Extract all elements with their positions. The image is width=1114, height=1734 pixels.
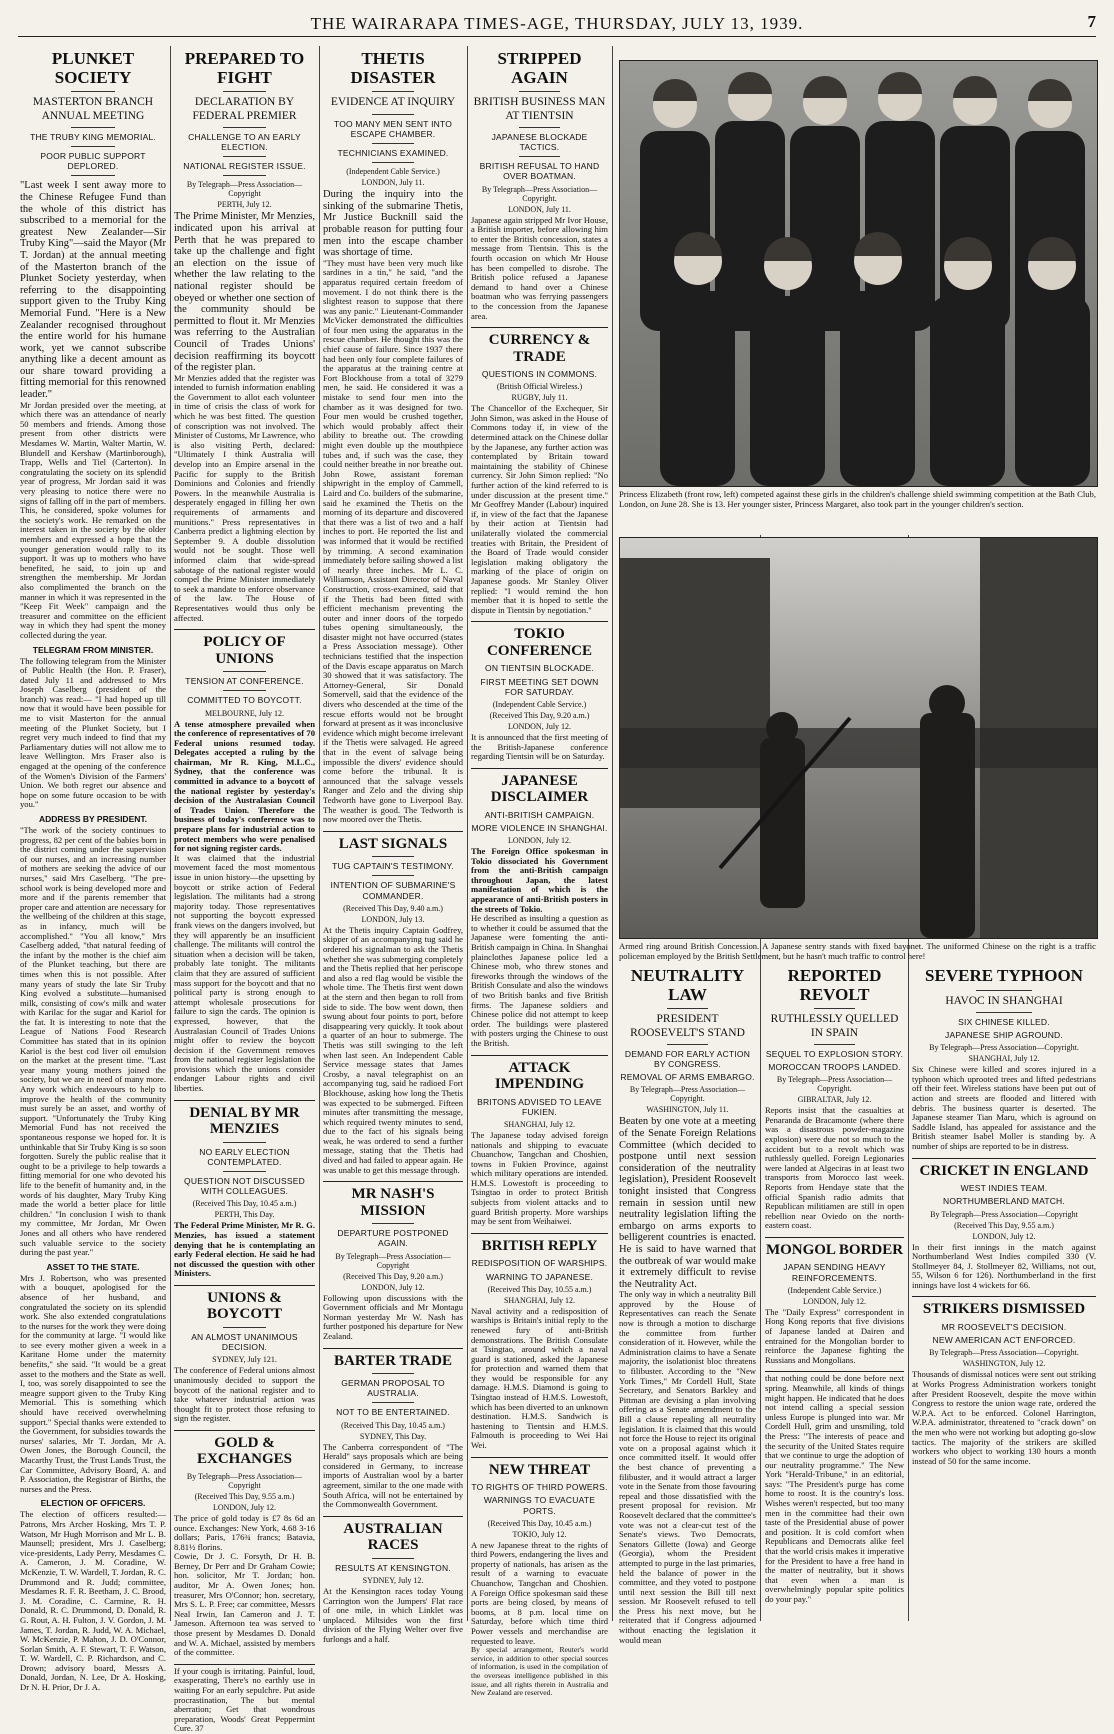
subheading: MASTERTON BRANCH ANNUAL MEETING (32, 96, 154, 122)
byline: By Telegraph—Press Association—Copyright (930, 1209, 1078, 1219)
section-heading: TELEGRAM FROM MINISTER. (32, 644, 154, 655)
paragraph: "The work of the society continues to progress, 82 per cent of the babies born in the district coming under the supervision of our nurses, and an increasing number of mothers are seeking the advice of our nurses," said Mrs Caselberg. "The pre-school work is being developed more and more and if the parents remember that proper care and attention are necessary for the wellbeing of the children at this stage, as in infancy, much will be accomplished." "You all know," Mrs Caselberg added, "that natural feeding of the infant by the mother is the chief aim of the Plunket teaching, but there are times when this is not possible. After many years of study the late Sir Truby King evolved a substitute—humanised milk, consisting of cow's milk and water with Karilac for the sugar and Kariol for the fat. It is interesting to note that the League of Nations Food Research Committee has stated that in its opinion Kariol is the best cod liver oil emulsion on the market at the present time. "Last year many young mothers joined the society, but we are in need of many more. Any work which endeavours to help to improve the health of the community must surely be an asset, and worthy of support. "Unfortunately the Truby King Memorial Fund has not received the spontaneous response we hoped for. It is unthinkable that Sir Truby King is so soon forgotten. Surely the public realise that it ought to be a privilege to help towards a fitting memorial for one who devoted his life to the benefit of humanity and, in the words of his daughter, Mary Truby King made the world a better place for little children.' "In conclusion I wish to thank my committee, Mr Jordan, Mr Owen Jones and all others who have rendered such valuable service to the society during the past year." (20, 825, 167, 1258)
subheading: GERMAN PROPOSAL TO AUSTRALIA. (341, 1378, 445, 1399)
byline: (British Official Wireless.) (496, 382, 583, 392)
paragraph: At the Thetis inquiry Captain Godfrey, skipper of an accompanying tug said he ordered his signalman to ask the Thetis whether she was submerging completely and the Thetis replied that her periscope and also a red flag would be visible the whole time. The Thetis first went down at the stern and then began to roll from side to side. The bow went down, then swung about four points to port, before disappearing very quickly. It took about a quarter of an hour to submerge. The Thetis was still swinging to the left when last seen. An Independent Cable Service message states that James Crosby, a naval telegraphist on an accompanying tug, said he radioed Fort Blockhouse, asking how long the Thetis was expected to be submerged. Fifteen minutes after transmitting the message, which required twenty minutes to send, due to the fact of his signals being weak, he was ordered to send a further message, stating that the Thetis had dived and had failed to appear again. He was unable to get this message through. (323, 924, 463, 1175)
byline: (Independent Cable Service.) (492, 699, 587, 709)
newspaper-title: THE WAIRARAPA TIMES-AGE, THURSDAY, JULY 13, 1939. (310, 14, 804, 33)
dateline: LONDON, July 11. (361, 178, 425, 188)
dateline: LONDON, July 12. (507, 836, 572, 846)
lede-paragraph: The Prime Minister, Mr Menzies, indicated upon his arrival at Perth that he was prepared to take up the challenge and fight an election on the issue of whether the law relating to the national register should be obeyed or whether one section of the community should be permitted to flout it. Mr Menzies was referring to the Australian Council of Trades Unions' decision reaffirming its boycott of the register plan. (174, 211, 315, 374)
paragraph: The following telegram from the Minister of Public Health (the Hon. P. Fraser), dated July 11 and addressed to Mrs Joseph Caselberg (president of the branch) was read:— "I had hoped up till now that it would have been possible for me to visit Masterton for the annual meeting of the Plunket Society, but I regret very much indeed to find that my Parliamentary duties will not allow me to leave Wellington. Mrs Fraser also is engaged at the opening of the conference of the Women's Division of the Farmers' Union. We both regret our absence and hope on some future occasion to be with you." (20, 655, 166, 810)
subheading: QUESTIONS IN COMMONS. (481, 369, 598, 380)
subheading: TOO MANY MEN SENT INTO ESCAPE CHAMBER. (333, 118, 453, 139)
paragraph: Thousands of dismissal notices were sent out striking at Works Progress Administration workers tonight after President Roosevelt, despite the move within Congress to restore the union wage rate, ordered the W.P.A. Act to be enforced. Colonel Harrington, W.P.A. administrator, threatened to "crack down" on the men who were not working but adopting go-slow tactics. The majority of the strikers are skilled workers who object to working 130 hours a month instead of 50 for the same income. (912, 1369, 1096, 1466)
photo-swimmers (619, 60, 1098, 487)
received-time: (Received This Day, 9.20 a.m.) (489, 710, 590, 720)
subheading: NORTHUMBERLAND MATCH. (943, 1196, 1065, 1207)
subheading: BRITONS ADVISED TO LEAVE FUKIEN. (477, 1096, 602, 1117)
paragraph: It is announced that the first meeting of the British-Japanese conference regarding Tientsin will be on Saturday. (471, 731, 608, 762)
dateline: SYDNEY, This Day. (359, 1431, 427, 1441)
headline: NEUTRALITY LAW (630, 966, 745, 1004)
dateline: SHANGHAI, July 12. (968, 1054, 1040, 1064)
received-time: (Received This Day, 9.20 a.m.) (343, 1271, 443, 1281)
subheading: DECLARATION BY FEDERAL PREMIER (192, 96, 297, 122)
subheading: REDISPOSITION OF WARSHIPS. (471, 1258, 608, 1269)
subheading: THE TRUBY KING MEMORIAL. (30, 131, 156, 142)
headline: CRICKET IN ENGLAND (919, 1162, 1089, 1179)
byline: By Telegraph—Press Association—Copyright (335, 1251, 451, 1270)
paragraph: Cowie, Dr J. C. Forsyth, Dr H. B. Berney, Dr Perr and Dr Graham Cowie; hon. solicitor, Mr T. Jordan; hon. auditor, Mr A. Owen Jones; hon. treasurer, Mrs O'Connor; hon. secretary, Mrs S. L. P. Free; car committee, Messrs Neal Irwin, Ian Cameron and J. T. Jameson. Afternoon tea was served to those present by Mesdames D. Donald and W. A. Michael, assisted by members of the committee. (174, 1551, 315, 1658)
headline: CURRENCY & TRADE (488, 332, 591, 365)
subheading: ON TIENTSIN BLOCKADE. (485, 663, 594, 674)
paragraph: The Federal Prime Minister, Mr R. G. Menzies, has issued a statement denying that he is contemplating an early Federal election. He said he had not discussed the question with other Ministers. (174, 1220, 315, 1279)
headline: THETIS DISASTER (350, 49, 436, 87)
subheading: JAPAN SENDING HEAVY REINFORCEMENTS. (783, 1262, 886, 1283)
dateline: SHANGHAI, July 12. (503, 1119, 576, 1129)
byline: By Telegraph—Press Association—Copyright (186, 1471, 303, 1490)
headline: MR NASH'S MISSION (351, 1186, 435, 1219)
column-rule (170, 46, 171, 1621)
photo-sentry (619, 537, 1098, 939)
lede-paragraph: "Last week I sent away more to the Chinese Refugee Fund than the whole of this district has subscribed to a memorial for the greatest New Zealander—Sir Truby King"—said the Mayor (Mr T. Jordan) at the annual meeting of the Masterton branch of the Plunket Society yesterday, when referring to the disappointing support given to the Truby King Memorial Fund. "Here is a New Zealander recognised throughout the entire world for his humane work, yet we cannot subscribe anything like a decent amount as our share toward providing a fitting memorial for this renowned leader." (20, 180, 166, 401)
received-time: (Received This Day, 10.45 a.m.) (341, 1420, 445, 1430)
article-neutrality-law (619, 963, 756, 1645)
section-heading: ASSET TO THE STATE. (46, 1261, 140, 1272)
paragraph: Naval activity and a redisposition of warships is Britain's initial reply to the renewed fury of anti-British demonstrations. The British Consulate at Tsingtao, around which a naval guard is stationed, asked the Japanese for protection and warned them that they would be responsible for any damage. H.M.S. Diamond is going to Tsingtao instead of H.M.S. Lowestoft, which has been diverted to an unknown destination. H.M.S. Sandwich is hastening to Tientsin and H.M.S. Falmouth is proceeding to Wei Hai Wei. (471, 1305, 608, 1451)
subheading: INTENTION OF SUBMARINE'S COMMANDER. (330, 880, 456, 901)
dateline: GIBRALTAR, July 12. (797, 1095, 872, 1105)
swimmers-photo-image (620, 61, 1097, 486)
subheading: MOROCCAN TROOPS LANDED. (768, 1062, 901, 1072)
subheading: NOT TO BE ENTERTAINED. (336, 1407, 450, 1418)
photo-caption-sentry: Armed ring around British Concession. A Japanese sentry stands with fixed bayonet. The uniformed Chinese on the right is a traffic policeman employed by the British Settlement, but he hasn't much traffic to control here! (619, 941, 1096, 961)
dateline: SYDNEY, July 121. (212, 1355, 277, 1365)
copyright-note: By special arrangement, Reuter's world service, in addition to other special sources of information, is used in the compilation of the overseas intelligence published in this issue, and all rights therein in Australia and New Zealand are reserved. (471, 1645, 608, 1698)
paragraph: Japanese again stripped Mr Ivor House, a British importer, before allowing him to enter the British concession, states a message from Tientsin. This is the fourth occasion on which Mr House has been compelled to disrobe. The British police refused a Japanese demand to hand over a Chinese boatman who was ferrying passengers to the concession from the Japanese area. (471, 214, 608, 321)
subheading: FIRST MEETING SET DOWN FOR SATURDAY. (480, 676, 599, 697)
paragraph: Mr Jordan presided over the meeting, at which there was an attendance of nearly 50 members and friends. Among those present from other districts were Mesdames W. Martin, Walter Martin, W. Blundell and Kershaw (Martinborough), Trapp, Wells and Tiel (Carterton). In congratulating the society on its splendid year of progress, Mr Jordan said it was very pleasing to notice there were no signs of falling off in the part of members. This, he considered, spoke volumes for the society's work. He remarked on the interest taken in the society by the older members and expressed a hope that the younger generation would rally to its support. It was up to mothers who have benefited, he said, to join up and strengthen the membership. Mr Jordan also complimented the branch on the manner in which it was represented in the "Keep Fit Week" campaign and the treasurer and committee on the efficient way in which they had spent the money collected during the year. (20, 399, 166, 640)
received-time: (Received This Day, 9.55 a.m.) (954, 1220, 1054, 1230)
headline: JAPANESE DISCLAIMER (490, 772, 589, 806)
subheading: JAPANESE BLOCKADE TACTICS. (491, 131, 588, 152)
headline: PREPARED TO FIGHT (184, 49, 305, 87)
subheading: WARNING TO JAPANESE. (485, 1271, 594, 1282)
subheading: NEW AMERICAN ACT ENFORCED. (932, 1335, 1076, 1346)
dateline: MELBOURNE, July 12. (204, 708, 285, 718)
dateline: TOKIO, July 12. (512, 1529, 567, 1539)
subheading: NO EARLY ELECTION CONTEMPLATED. (199, 1146, 290, 1167)
subheading: DEPARTURE POSTPONED AGAIN. (337, 1228, 449, 1249)
paragraph: At the Kensington races today Young Carrington won the Jumpers' Flat race of one mile, in which Linklet was unplaced. Miltsides won the first division of the Flying Welter over five furlongs and a half. (323, 1586, 463, 1644)
paragraph: The only way in which a neutrality Bill approved by the House of Representatives can reach the Senate now is through a motion to discharge the committee from further consideration of it. However, while the Administration claims to have a Senate majority, the isolationist bloc threatens to filibuster. According to the "New York Times," Mr Cordell Hull, State Secretary, and Senators Barkley and Pittman are devising a plan involving offering as a Senate amendment to the Bill a clause repealing all neutrality legislation. It is claimed that this would not force the House to reject its original vote on a proposal against which it once committed itself. It would offer the best chance of preventing a filibuster, and it would attract a larger vote in the Senate from those favouring repeal and those dissatisfied with the present proposal for revision. Mr Roosevelt declared that the committee's vote was not a clear-cut test of the Senate's views. Two Democrats, Senators Gillette (Iowa) and George (Georgia), whom the President attempted to purge in the last primaries, held the balance of power in the committee, and they voted to postpone until next session the Bill till next session. Mr Roosevelt refused to tell the Press his next move, but he reiterated that if Congress adjourned without enacting the legislation it would mean (619, 1289, 756, 1645)
dateline: WASHINGTON, July 12. (962, 1359, 1046, 1369)
headline: TOKIO CONFERENCE (486, 626, 592, 659)
paragraph: The Canberra correspondent of "The Herald" says proposals which are being considered in Germany, to increase imports of Australian wool by a barter agreement, similar to the one made with South Africa, will not be entertained by the Commonwealth Government. (323, 1441, 463, 1510)
byline: By Telegraph—Press Association—Copyright. (776, 1075, 893, 1094)
paragraph: The Japanese today advised foreign nationals and shipping to evacuate Chuanchow, Tangchan and Choshien, towns in Fukien Province, against which military operations are intended. H.M.S. Lowestoft is proceeding to Tsingtao in order to protect British subjects from violent attacks and to guard British property. More warships may be sent from Weihaiwei. (471, 1129, 608, 1227)
subheading: WEST INDIES TEAM. (960, 1183, 1048, 1194)
subheading: BRITISH REFUSAL TO HAND OVER BOATMAN. (479, 161, 600, 182)
headline: STRIPPED AGAIN (497, 49, 582, 87)
subheading: RESULTS AT KENSINGTON. (335, 1562, 451, 1573)
headline: UNIONS & BOYCOTT (206, 1289, 282, 1323)
dateline: PERTH, This Day. (214, 1210, 275, 1220)
headline: NEW THREAT (488, 1461, 591, 1478)
paragraph: The price of gold today is £7 8s 6d an ounce. Exchanges: New York, 4.68 3-16 dollars; Paris, 176¾ francs; Batavia, 8.81½ florins. (174, 1512, 315, 1552)
byline: By Telegraph—Press Association—Copyright (186, 180, 303, 199)
headline: POLICY OF UNIONS (203, 634, 286, 667)
headline: MONGOL BORDER (765, 1241, 904, 1258)
dateline: WASHINGTON, July 11. (646, 1105, 729, 1115)
article-reported-revolt (765, 963, 904, 1621)
received-time: (Received This Day, 9.55 a.m.) (194, 1491, 295, 1501)
paragraph: It was claimed that the industrial movement faced the most momentous issue in union history—the upsetting by boycott or strike action of Federal legislation. The militants had a strong majority today. Those representatives not supporting the boycott expressed frank views on the dangers involved, but they will apparently be an insufficient challenge. The militants will control the situation when a decision will be taken, probably late tonight. The militants claim that they are assured of sufficient mass support for the boycott and that no political party is strong enough to attempt wholesale prosecutions for failure to sign the cards. The opinion is expressed, however, that the Australasian Council of Trades Unions might offer to review the boycott decision if the Government removes from the national register legislation the provisions which the unions consider endanger Labour rights and civil liberties. (174, 852, 315, 1094)
subheading: TO RIGHTS OF THIRD POWERS. (471, 1482, 608, 1493)
paragraph: He described as insulting a question as to whether it could be assumed that the Japanese were fomenting the anti-British campaign in China. In Shanghai plainclothes Japanese police led a Chinese mob, who threw stones and fireworks through the windows of the British Consulate and also the windows of two British banks and five British firms. The Japanese soldiers and Chinese police did not attempt to keep order. The buildings were plastered with posters urging the Chinese to oust the British. (471, 913, 608, 1048)
dateline: LONDON, July 13. (361, 914, 425, 924)
photo-caption-swimmers: Princess Elizabeth (front row, left) competed against these girls in the children's challenge shield swimming competition at the Bath Club, London, on June 28. She is 13. Her younger sister, Princess Margaret, also took part in the younger children's section. (619, 489, 1096, 509)
column-rule (612, 46, 613, 1621)
article-plunket-society (20, 46, 167, 1693)
page-number: 7 (1087, 12, 1096, 31)
paragraph-continued: that nothing could be done before next spring. Meanwhile, all kinds of things might happen. He indicated that he does not intend calling a special session unless Europe is plunged into war. Mr Cordell Hull, grim and unsmiling, told the Press: "The interests of peace and the security of the United States require that we continue to urge the adoption of our neutrality programme." The New York "Herald-Tribune," in an editorial, says: "The President's purge has come home to roost. It is the country's loss. Wishes weren't respected, but too many men in the committee had their own taste of the Presidential abuse of power and position. It is cold comfort when Republicans and Democrats alike feel that the world crisis makes it imperative for the President to have a free hand in the matter of neutrality, but it shows that even when a man is overwhelmingly popular spite politics do your pay." (765, 1373, 904, 1604)
byline: By Telegraph—Press Association—Copyright. (929, 1043, 1079, 1053)
dateline: RUGBY, July 11. (511, 393, 568, 403)
headline: BARTER TRADE (334, 1352, 452, 1369)
byline: By Telegraph—Press Association—Copyright. (629, 1085, 746, 1104)
byline: (Independent Cable Service.) (787, 1285, 882, 1295)
subheading: REMOVAL OF ARMS EMBARGO. (620, 1072, 755, 1083)
paragraph: The Chancellor of the Exchequer, Sir John Simon, was asked in the House of Commons today if, in view of the determined attack on the Chinese dollar by the Japanese, any further action was contemplated by Britain toward maintaining the stability of Chinese currency. Sir John Simon replied: "No further action of the kind referred to is under discussion at the present time." Mr Geoffrey Mander (Labour) inquired if, in view of the fact that the Japanese by their action at Tientsin had unilaterally violated the commercial treaties with Britain, the President of the Board of Trade would consider legislation making obligatory the marking of the place of origin on Japanese goods. Mr Stanley Oliver replied: "I would remind the hon member that it is hoped to settle the dispute in Tientsin by negotiation." (471, 403, 608, 615)
subheading: COMMITTED TO BOYCOTT. (187, 695, 302, 706)
lede-paragraph: During the inquiry into the sinking of the submarine Thetis, Mr Justice Bucknill said the probable reason for putting four men into the escape chamber was shortage of time. (323, 189, 463, 259)
dateline: SYDNEY, July 12. (362, 1576, 424, 1585)
subheading: JAPANESE SHIP AGROUND. (945, 1030, 1063, 1041)
headline: GOLD & EXCHANGES (196, 1434, 293, 1468)
paragraph: Six Chinese were killed and scores injured in a typhoon which uprooted trees and lifted pedestrians off their feet. Wireless stations have been put out of action and streets are flooded and littered with debris. The business quarter is deserted. The Japanese steamer Tian Maru, which is aground on Saddle Island, has appealed for assistance and the British steamer Isabel Moller is standing by. A number of ships are reported to be in distress. (912, 1064, 1096, 1152)
dateline: LONDON, July 11. (508, 204, 571, 214)
article-prepared-to-fight (174, 46, 315, 1734)
subheading: RUTHLESSLY QUELLED IN SPAIN (770, 1013, 899, 1039)
subheading: MR ROOSEVELT'S DECISION. (941, 1321, 1067, 1332)
lede-paragraph: A tense atmosphere prevailed when the conference of representatives of 70 Federal unions resumed today. Delegates accepted a ruling by the chairman, Mr R. King, M.L.C., Sydney, that the conference was committed in advance to a boycott of the national register by yesterday's decision of the Australasian Council of Trades Union. Therefore the business of today's conference was to prepare plans for industrial action to protect members who were penalised for not signing register cards. (174, 718, 315, 854)
subheading: POOR PUBLIC SUPPORT DEPLORED. (40, 151, 146, 172)
section-heading: ADDRESS BY PRESIDENT. (38, 814, 147, 824)
headline: ATTACK IMPENDING (494, 1059, 585, 1093)
byline: By Telegraph—Press Association—Copyright. (481, 184, 598, 203)
headline: STRIKERS DISMISSED (922, 1301, 1086, 1318)
dateline: PERTH, July 12. (217, 200, 272, 210)
byline: (Independent Cable Service.) (346, 167, 440, 177)
subheading: BRITISH BUSINESS MAN AT TIENTSIN (473, 96, 606, 122)
advertisement-verse: If your cough is irritating. Painful, loud, exasperating, There's no earthly use in waiting For an early sepulchre. Put aside procrastination, The but mental aberration; Get that wondrous preparation, Woods' Great Peppermint Cure. 37 (174, 1665, 315, 1734)
dateline: LONDON, July 12. (361, 1282, 425, 1292)
article-thetis-disaster (323, 46, 463, 1644)
received-time: (Received This Day, 9.40 a.m.) (343, 903, 443, 913)
headline: BRITISH REPLY (481, 1237, 598, 1254)
subheading: PRESIDENT ROOSEVELT'S STAND (630, 1013, 745, 1039)
paragraph: Mr Menzies added that the register was intended to furnish information enabling the Government to allot each volunteer in time of crisis the class of work for which he was best fitted. The question of conscription was not involved. The Minister of Customs, Mr Lawrence, who is also visiting Perth, declared: "Ultimately I think Australia will develop into an Empire arsenal in the Pacific for supply to the British Dominions and Colonies and friendly Powers. In the meanwhile Australia is desperately engaged in filling her own requirements of armaments and munitions." Press representatives in Canberra predict a lightning election by September 9. A double dissolution would not be sought. Those well informed claim that wide-spread sabotage of the national register would compel the Prime Minister immediately to seek a mandate to enforce observance of the law. The House of Representatives would thus only be affected. (174, 372, 315, 623)
paragraph: A new Japanese threat to the rights of third Powers, endangering the lives and property of nationals, has arisen as the result of a warning to evacuate Chuanchow, Tangchan and Choshien. A Foreign Office spokesman said these ports are being closed, by means of booms, at 8 p.m. local time on Saturday, before which time third Power vessels and merchandise are requested to leave. (471, 1539, 608, 1646)
received-time: (Received This Day, 10.45 a.m.) (487, 1518, 592, 1528)
lede-paragraph: Beaten by one vote at a meeting of the Senate Foreign Relations Committee (which decided to postpone until next session consideration of the neutrality legislation), President Roosevelt tonight insisted that Congress remain in session until new neutrality legislation lifting the embargo on arms exports to belligerent countries is enacted. He is said to have warned that the outbreak of war would make it extremely difficult to revise the Neutrality Act. (619, 1116, 756, 1290)
paragraph: The election of officers resulted:— Patrons, Mrs Archer Hosking, Mrs T. P. Watson, Mr Hugh Morrison and Mr L. B. Maunsell; president, Mrs J. Caselberg; vice-presidents, Lady Perry, Mesdames C. A. Cameron, J. M. Coradine, W. McKenzie, T. W. Wardell, T. Jordan, R. C. Drummond and R. Judd; committee, Mesdames R. F. R. Beetham, J. C. Brood, J. M. Coradine, C. Carmine, R. H. Donald, R. C. Drummond, D. Donald, R. G. Rout, A. H. Fulton, J. V. Gordon, J. M. James, T. Jordan, R. Judd, W. A. Michael, W. McKenzie, P. Mahon, J. D. O'Connor, Sorlan Smith, A. F. Stewart, T. F. Watson, T. W. Wardell, C. P. Richardson, and C. Drown; advisory board, Messrs A. Donald, Jordan, N. Lee, Dr A. Hosking, Dr N. H. Prior, Dr J. A. (20, 1509, 166, 1693)
subheading: TENSION AT CONFERENCE. (185, 676, 304, 687)
dateline: LONDON, July 12. (212, 1502, 277, 1512)
subheading: WARNINGS TO EVACUATE PORTS. (483, 1495, 596, 1516)
paragraph: Mrs J. Robertson, who was presented with a bouquet, apologised for the absence of her husband, and congratulated the society on its splendid work. She also extended congratulations to the nurses for the work they were doing for the community at large. "I would like to see every mother given a week in a Karitane Home under the maternity benefits," she said. "It would be a great asset to the mothers and the State as well. I, too, was sorely disappointed to see the meagre support given to the Truby King Memorial. This is something which should have received overwhelming support." Special thanks were extended to the Government, for subsidies towards the nurses' salaries, Mr T. Jordan, Mr A. Owen Jones, the Borough Council, the Macarthy Trust, the Trust Lands Trust, the Car Committee, Advisory Board, A. and P. Association, the Registrar of Births, the nurses and the Press. (20, 1272, 166, 1494)
headline: DENIAL BY MR MENZIES (189, 1104, 300, 1138)
subheading: SEQUEL TO EXPLOSION STORY. (765, 1048, 904, 1059)
subheading: ANTI-BRITISH CAMPAIGN. (484, 809, 595, 820)
headline: AUSTRALIAN RACES (343, 1520, 443, 1554)
column-rule (319, 46, 320, 1621)
headline: PLUNKET SOCIETY (51, 49, 135, 87)
received-time: (Received This Day, 10.45 a.m.) (192, 1199, 297, 1209)
paragraph: In their first innings in the match against Northumberland West Indies compiled 330 (V. Stollmeyer 84, J. Stollmeyer 82, Williams, not out, 55, Wilson 6 for 126). Northumberland in the first innings have lost 4 wickets for 66. (912, 1241, 1096, 1290)
dateline: LONDON, July 12. (972, 1231, 1036, 1241)
article-severe-typhoon (912, 963, 1096, 1621)
dateline: SHANGHAI, July 12. (503, 1295, 576, 1305)
received-time: (Received This Day, 10.55 a.m.) (487, 1284, 592, 1294)
headline: REPORTED REVOLT (787, 966, 882, 1004)
subheading: AN ALMOST UNANIMOUS DECISION. (191, 1331, 298, 1353)
paragraph: The conference of Federal unions almost unanimously decided to support the boycott of the national register and to take whatever industrial action was thought fit to protect those refusing to sign the register. (174, 1365, 315, 1424)
paragraph: Following upon discussions with the Government officials and Mr Montagu Norman yesterday Mr W. Nash has further postponed his departure for New Zealand. (323, 1292, 463, 1341)
subheading: TECHNICIANS EXAMINED. (337, 147, 449, 158)
subheading: EVIDENCE AT INQUIRY (330, 96, 456, 109)
sentry-photo-image (620, 538, 1097, 938)
subheading: MORE VIOLENCE IN SHANGHAI. (471, 822, 608, 833)
dateline: LONDON, July 12. (507, 721, 572, 731)
column-rule (467, 46, 468, 1621)
subheading: DEMAND FOR EARLY ACTION BY CONGRESS. (624, 1048, 751, 1069)
masthead (18, 8, 1096, 37)
byline: By Telegraph—Press Association—Copyright. (929, 1348, 1079, 1358)
dateline: LONDON, July 12. (802, 1296, 867, 1306)
subheading: QUESTION NOT DISCUSSED WITH COLLEAGUES. (184, 1176, 305, 1197)
paragraph: "They must have been very much like sardines in a tin," he said, "and the apparatus required certain freedom of movement. I do not think there is the slightest reason to suppose that there was any panic." Lieutenant-Commander McVicker demonstrated the difficulties of four men using the apparatus in the rescue chamber. He thought this was the chief cause of failure. Since 1937 there had been only four complete failures of the apparatus at the training centre at Fort Blockhouse from a total of 3279 men, he said. He considered it was a mistake to send four men into the chamber as it was designed for two. Four men would be crushed together, which would probably affect their ability to breathe out. The crowding might even double up the mouthpiece tubes and, if such was the case, they could neither breathe in nor breathe out. John Rowe, assistant foreman shipwright in the employ of Cammell, Laird and Co. builders of the submarine, said he examined the Thetis on the morning of its departure and discovered that there was a list of two and a half inches to port. He reported the list and was informed that it would be rectified by trimming. A second examination immediately before sailing showed a list of nearly three inches. Mr L. C. Williamson, Assistant Director of Naval Construction, cross-examined, said that if the Thetis had been fitted with efficient mechanism preventing the outer and inner doors of the torpedo tubes opening simultaneously, the disaster might not have occurred (states a Press Association message). Other technicians testified that the inspection of the Davis escape apparatus on March 30 showed that it was satisfactory. The Attorney-General, Sir Donald Somervell, said that the evidence of the divers who descended at the time of the rescue efforts would not be brought forward at present as it was inconclusive evidence which might become irrelevant if the Thetis were salvaged. He agreed that in the event of salvage being impossible the divers' evidence should come before the tribunal. It is announced that the salvage vessels Ranger and Zelo and the diving ship Tedworth have gone to Liverpool Bay. The weather is good. The Tedworth is now moored over the Thetis. (323, 257, 463, 825)
lede-paragraph: The Foreign Office spokesman in Tokio dissociated his Government from the anti-British campaign throughout Japan, the latest manifestation of which is the appearance of anti-British posters in the streets of Tokio. (471, 846, 608, 914)
section-heading: ELECTION OF OFFICERS. (40, 1498, 146, 1509)
paragraph: Reports insist that the casualties at Penaranda de Bracamonte (where there was a disastrous powder-magazine explosion) were due not so much to the accident but to a revolt which was ruthlessly quelled. Foreign Legionaries were landed at Algeciras in at least two transports from Morocco last week. Reports from Hendaye state that the official Spanish radio admits that Republican militiamen are still in open rebellion near Oviedo on the north-eastern coast. (765, 1105, 904, 1231)
subheading: SIX CHINESE KILLED. (958, 1016, 1050, 1027)
headline: LAST SIGNALS (338, 835, 448, 852)
article-stripped-again (471, 46, 608, 1698)
subheading: TUG CAPTAIN'S TESTIMONY. (332, 861, 454, 872)
subheading: CHALLENGE TO AN EARLY ELECTION. (188, 131, 301, 152)
paragraph: The "Daily Express" correspondent in Hong Kong reports that five divisions of Japanese landed at Dairen and entrained for the Mongolian border to reinforce the Japanese fighting the Russians and Mongolians. (765, 1306, 904, 1365)
headline: SEVERE TYPHOON (925, 966, 1083, 985)
subheading: NATIONAL REGISTER ISSUE. (183, 161, 306, 172)
subheading: HAVOC IN SHANGHAI (945, 994, 1063, 1007)
